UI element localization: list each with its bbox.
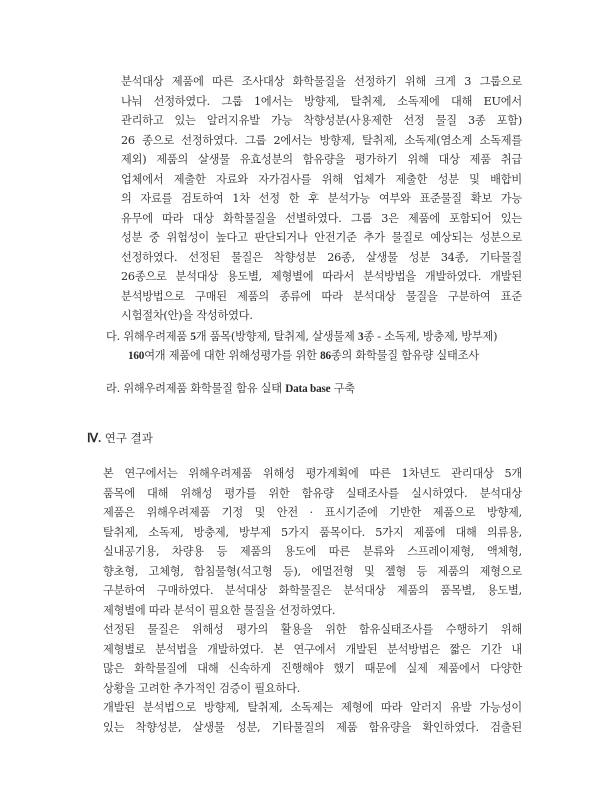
list-text: 여개 제품에 대한 위해성평가를 위한	[144, 349, 321, 362]
text-line: 개발된 분석법으로 방향제, 탈취제, 소독제는 제형에 따라 알러지 유발 가능성이	[103, 701, 522, 714]
text-line: 선정된 물질은 위해성 평가의 활용을 위한 함유실태조사를 수행하기 위해	[103, 623, 522, 636]
section-title: 연구 결과	[104, 431, 153, 445]
text-line: 있는 착향성분, 살생물 성분, 기타물질의 제품 함유량을 확인하였다. 검출된	[103, 721, 522, 734]
list-text: 종의 화학물질 함유량 실태조사	[330, 349, 479, 362]
list-item-line	[106, 382, 355, 396]
list-text: 위해우려제품 화학물질 함유 실태	[123, 382, 286, 395]
text-line: 실내공기용, 차량용 등 제품의 용도에 따른 분류와 스프레이제형, 액체형,	[103, 545, 522, 558]
list-text-number: 86	[320, 350, 331, 362]
text-line: 업체에서 제출한 자료와 자가검사를 위해 업체가 제출한 성분 및 배합비	[121, 173, 522, 186]
text-line: 제형별로 분석법을 개발하였다. 본 연구에서 개발된 분석방법은 짧은 기간 내	[103, 643, 522, 656]
text-line: 구분하여 구매하였다. 분석대상 화학물질은 분석대상 제품의 품목별, 용도별,	[103, 584, 522, 597]
list-marker: 라.	[106, 382, 120, 395]
text-line: 상황을 고려한 추가적인 검증이 필요하다.	[103, 682, 301, 695]
list-text-number: 3	[357, 331, 364, 343]
text-line: 유무에 따라 대상 화학물질을 선별하였다. 그룹 3은 제품에 포함되어 있는	[121, 212, 522, 225]
text-line: 의 자료를 검토하여 1차 선정 한 후 분석가능 여부와 표준물질 확보 가능	[121, 192, 522, 205]
text-line: 본 연구에서는 위해우려제품 위해성 평가계획에 따른 1차년도 관리대상 5개	[103, 467, 522, 480]
section-heading	[87, 431, 153, 445]
text-line: 선정하였다. 선정된 물질은 착향성분 26종, 살생물 성분 34종, 기타물질	[121, 251, 522, 264]
list-text-number: 160	[128, 350, 145, 362]
text-line: 26종으로 분석대상 용도별, 제형별에 따라서 분석방법을 개발하였다. 개발된	[121, 270, 522, 283]
text-line: 관리하고 있는 알러지유발 가능 착향성분(사용제한 선정 물질 3종 포함)	[121, 114, 522, 127]
list-marker: 다.	[106, 330, 120, 343]
text-line: 분석대상 제품에 따른 조사대상 화학물질을 선정하기 위해 크게 3 그룹으로	[121, 75, 522, 88]
text-line: 제형별에 따라 분석이 필요한 물질을 선정하였다.	[103, 604, 336, 617]
section-number: Ⅳ.	[87, 431, 102, 445]
list-text: 위해우려제품	[123, 330, 191, 343]
text-line: 나눠 선정하였다. 그룹 1에서는 방향제, 탈취제, 소독제에 대해 EU에서	[121, 95, 522, 108]
list-text: 종 - 소독제, 방충제, 방부제)	[363, 330, 498, 343]
text-line: 많은 화학물질에 대해 신속하게 진행해야 했기 때문에 실제 제품에서 다양한	[103, 662, 522, 675]
list-text-number: 5	[190, 331, 196, 343]
list-item-line	[128, 349, 479, 363]
text-line: 성분 중 위험성이 높다고 판단되거나 안전기준 추가 물질로 예상되는 성분으로	[121, 231, 522, 244]
text-line: 시험절차(안)을 작성하였다.	[121, 309, 253, 322]
text-line: 탈취제, 소독제, 방충제, 방부제 5가지 품목이다. 5가지 제품에 대해 의류용,	[103, 526, 522, 539]
list-item-line	[106, 330, 497, 344]
text-line: 향초형, 고체형, 함침물형(석고형 등), 에멀전형 및 젤형 등 제품의 제형으로	[103, 565, 522, 578]
text-line: 제품은 위해우려제품 기정 및 안전 · 표시기준에 기반한 제품으로 방향제,	[103, 506, 522, 519]
list-text-english: Data base	[285, 383, 331, 395]
list-text: 구축	[330, 382, 355, 395]
text-line: 품목에 대해 위해성 평가를 위한 함유량 실태조사를 실시하였다. 분석대상	[103, 487, 522, 500]
text-line: 26 종으로 선정하였다. 그룹 2에서는 방향제, 탈취제, 소독제(염소계 소독제를	[121, 134, 522, 147]
text-line: 분석방법으로 구매된 제품의 종류에 따라 분석대상 물질을 구분하여 표준	[121, 290, 522, 303]
text-line: 제외) 제품의 살생물 유효성분의 함유량을 평가하기 위해 대상 제품 취급	[121, 153, 522, 166]
list-text: 개 품목(방향제, 탈취제, 살생물제	[195, 330, 358, 343]
